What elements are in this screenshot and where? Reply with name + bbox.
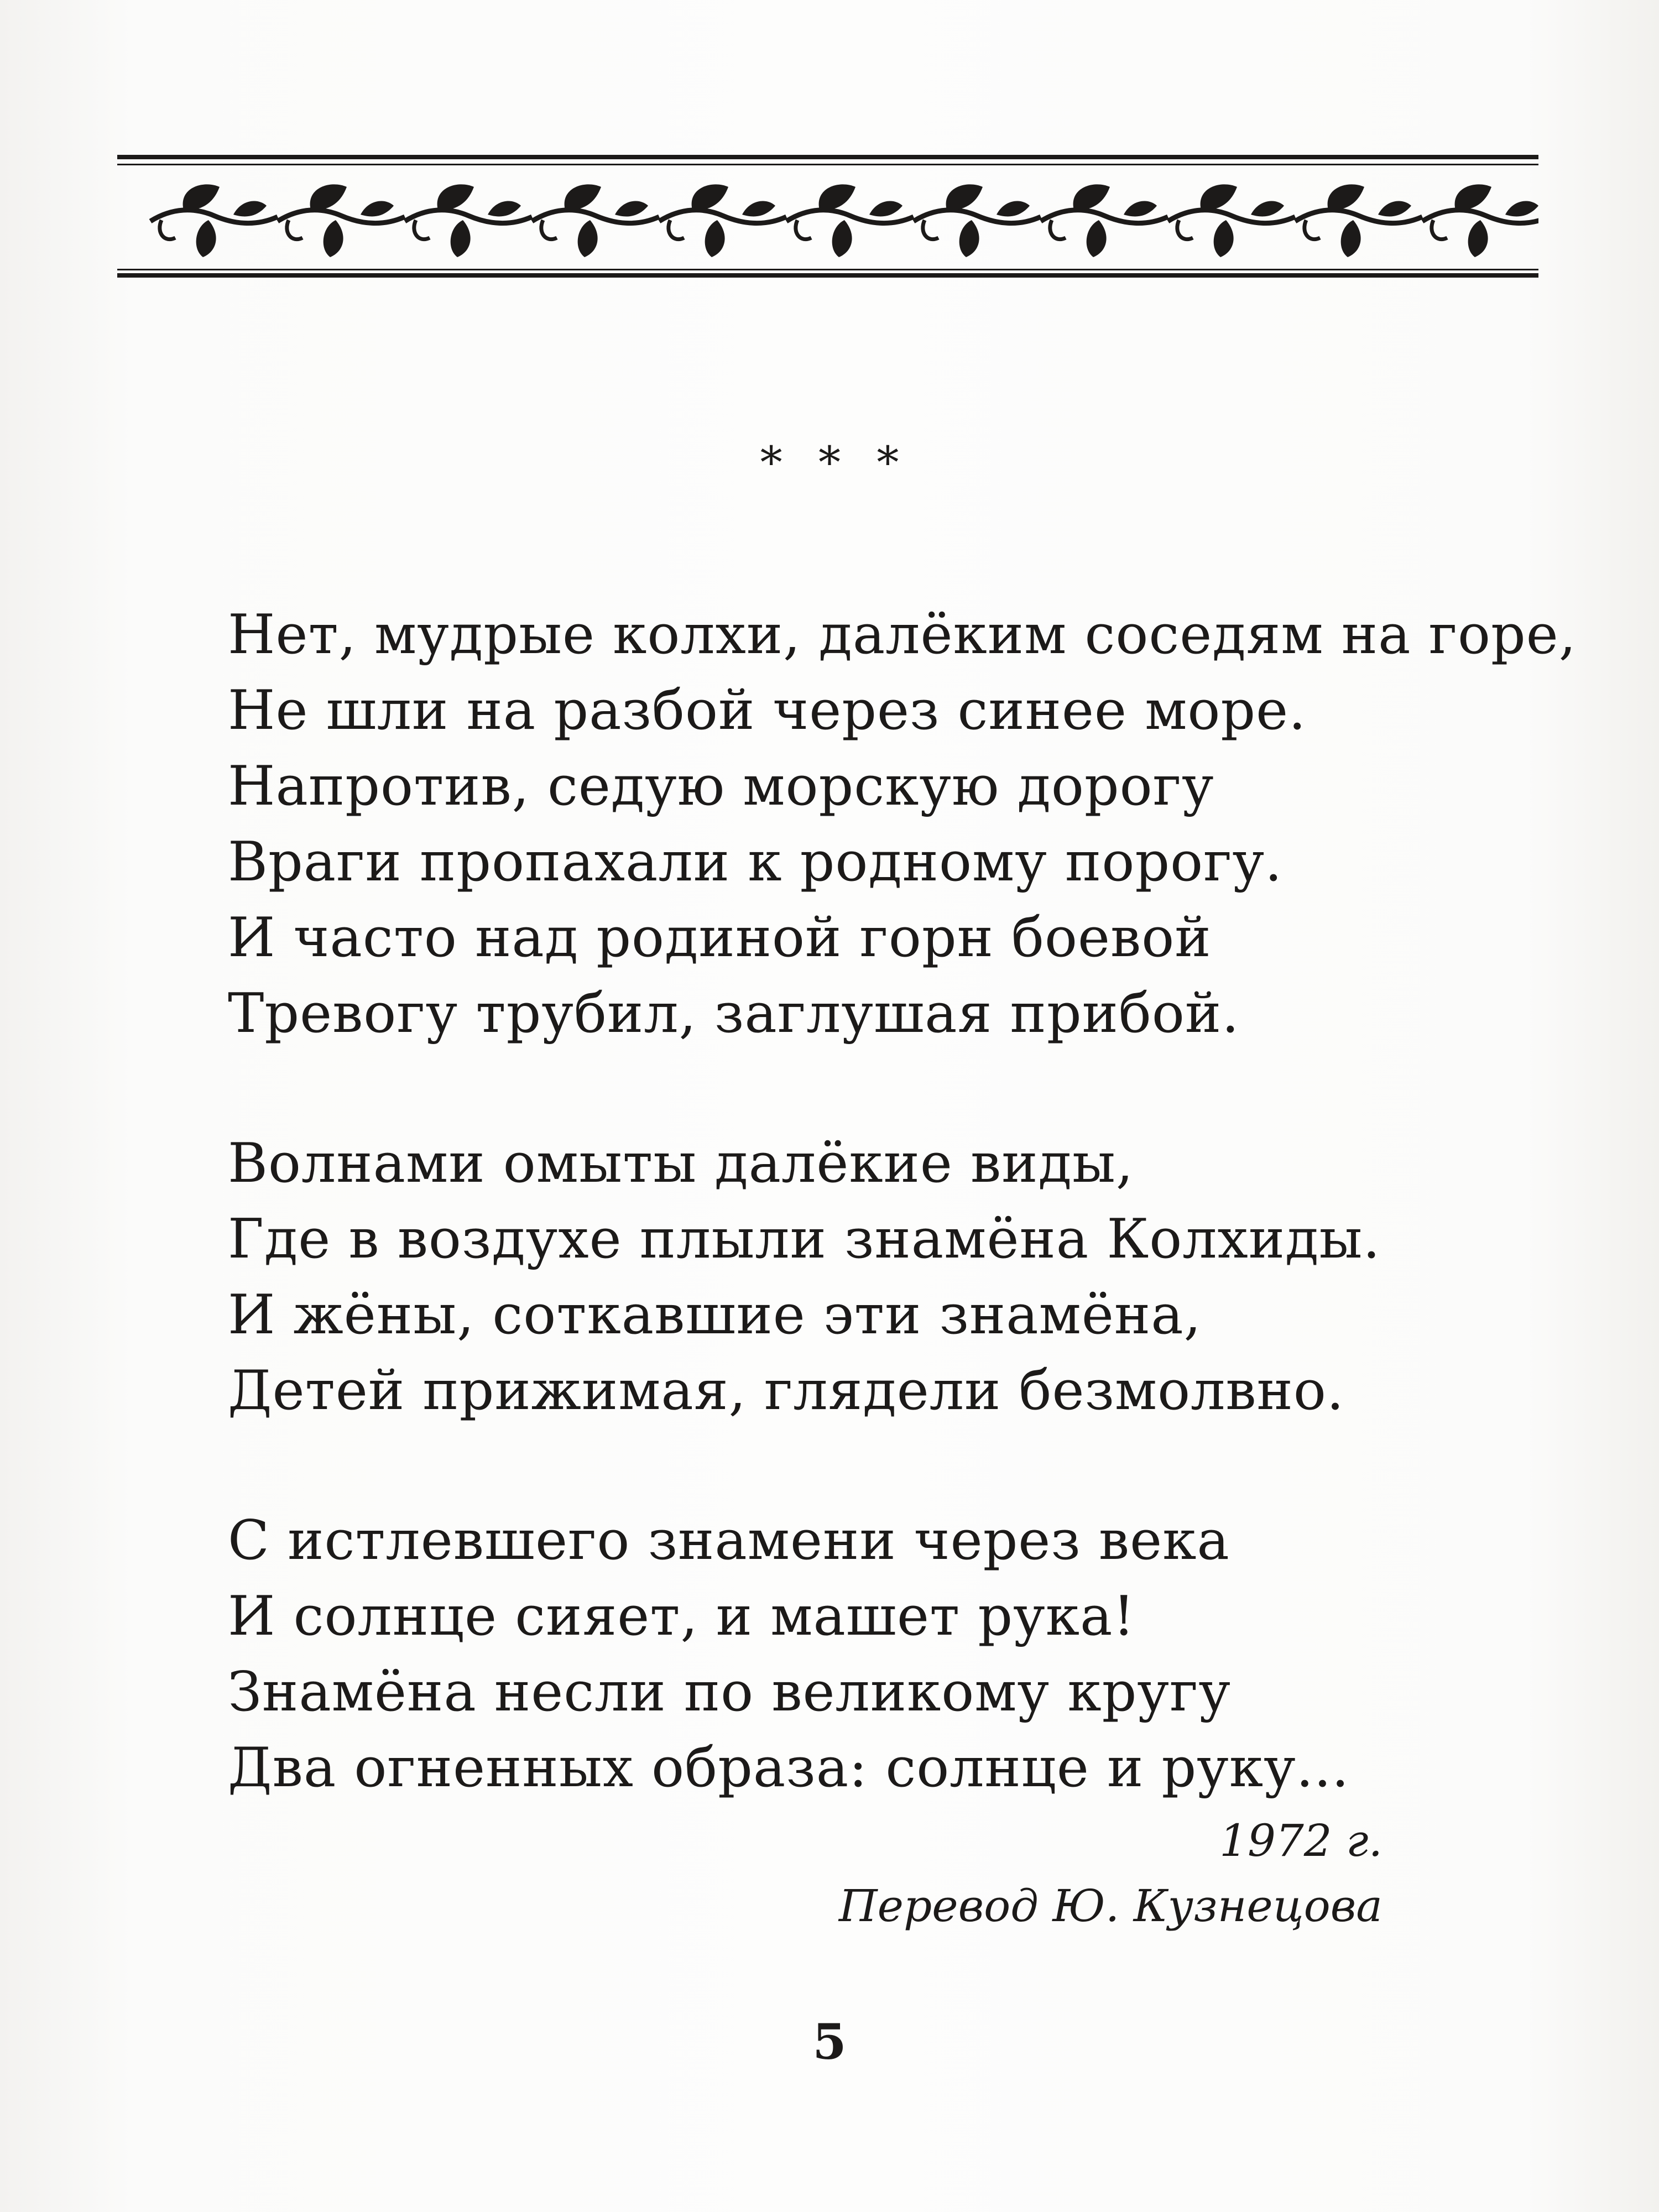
leaf-shape: [1505, 201, 1538, 217]
vine-tendril: [287, 220, 302, 239]
poem-line: И часто над родиной горн боевой: [228, 906, 1212, 969]
poem-line: Не шли на разбой через синее море.: [228, 679, 1307, 742]
page-number: 5: [812, 2013, 847, 2070]
leaf-shape: [310, 184, 347, 210]
poem-line: Напротив, седую морскую дорогу: [228, 755, 1214, 818]
poem-line: Враги пропахали к родному порогу.: [228, 831, 1283, 894]
translator-credit: Перевод Ю. Кузнецова: [838, 1880, 1383, 1932]
leaf-shape: [233, 201, 267, 217]
leaf-shape: [1251, 201, 1284, 217]
poem-line: Нет, мудрые колхи, далёким соседям на горе,: [228, 603, 1577, 666]
stanza: [228, 1503, 1500, 1806]
vine-tendril: [1050, 220, 1066, 239]
vine-tendril: [1305, 220, 1320, 239]
leaf-shape: [565, 184, 601, 210]
leaf-shape: [1214, 220, 1234, 257]
leaf-shape: [437, 184, 474, 210]
leaf-shape: [1073, 184, 1110, 210]
stanza: [228, 1126, 1500, 1429]
leaf-shape: [578, 220, 598, 257]
vine-tendril: [160, 220, 175, 239]
leaf-shape: [705, 220, 725, 257]
poem-line: Волнами омыты далёкие виды,: [228, 1132, 1134, 1195]
leaf-shape: [183, 184, 220, 210]
vine-tendril: [1432, 220, 1447, 239]
leaf-shape: [451, 220, 471, 257]
leaf-shape: [1378, 201, 1411, 217]
leaf-shape: [1328, 184, 1364, 210]
leaf-shape: [959, 220, 979, 257]
leaf-shape: [1124, 201, 1157, 217]
leaf-shape: [692, 184, 728, 210]
vine-tendril: [1177, 220, 1193, 239]
vine-tendril: [669, 220, 684, 239]
poem: [228, 597, 1577, 1880]
leaf-shape: [1201, 184, 1237, 210]
poem-line: Знамёна несли по великому кругу: [228, 1661, 1231, 1724]
leaf-shape: [819, 184, 855, 210]
poem-line: И жёны, соткавшие эти знамёна,: [228, 1284, 1202, 1347]
leaf-shape: [742, 201, 775, 217]
leaf-shape: [615, 201, 648, 217]
poem-line: Два огненных образа: солнце и руку...: [228, 1736, 1350, 1799]
leaf-shape: [869, 201, 902, 217]
poem-line: И солнце сияет, и машет рука!: [228, 1585, 1135, 1648]
poem-signature: [839, 1808, 1383, 1939]
leaf-shape: [1455, 184, 1491, 210]
vine-tendril: [796, 220, 811, 239]
leaf-shape: [832, 220, 852, 257]
stanza: [228, 597, 1577, 1052]
leaf-shape: [1468, 220, 1488, 257]
poem-line: Тревогу трубил, заглушая прибой.: [228, 982, 1240, 1045]
leaf-shape: [324, 220, 343, 257]
leaf-border-ornament: [117, 155, 1538, 282]
poem-year: 1972 г.: [1219, 1815, 1383, 1866]
poem-line: С истлевшего знамени через века: [228, 1509, 1230, 1572]
leaf-shape: [488, 201, 521, 217]
leaf-shape: [946, 184, 983, 210]
leaf-shape: [361, 201, 394, 217]
vine-tendril: [541, 220, 557, 239]
vine-tendril: [923, 220, 938, 239]
leaf-shape: [196, 220, 216, 257]
poem-line: Детей прижимая, глядели безмолвно.: [228, 1359, 1345, 1422]
leaf-shape: [1341, 220, 1361, 257]
vine-tendril: [414, 220, 430, 239]
poem-line: Где в воздухе плыли знамёна Колхиды.: [228, 1208, 1381, 1271]
leaf-shape: [1087, 220, 1107, 257]
leaf-shape: [997, 201, 1030, 217]
section-separator: * * *: [760, 437, 910, 488]
